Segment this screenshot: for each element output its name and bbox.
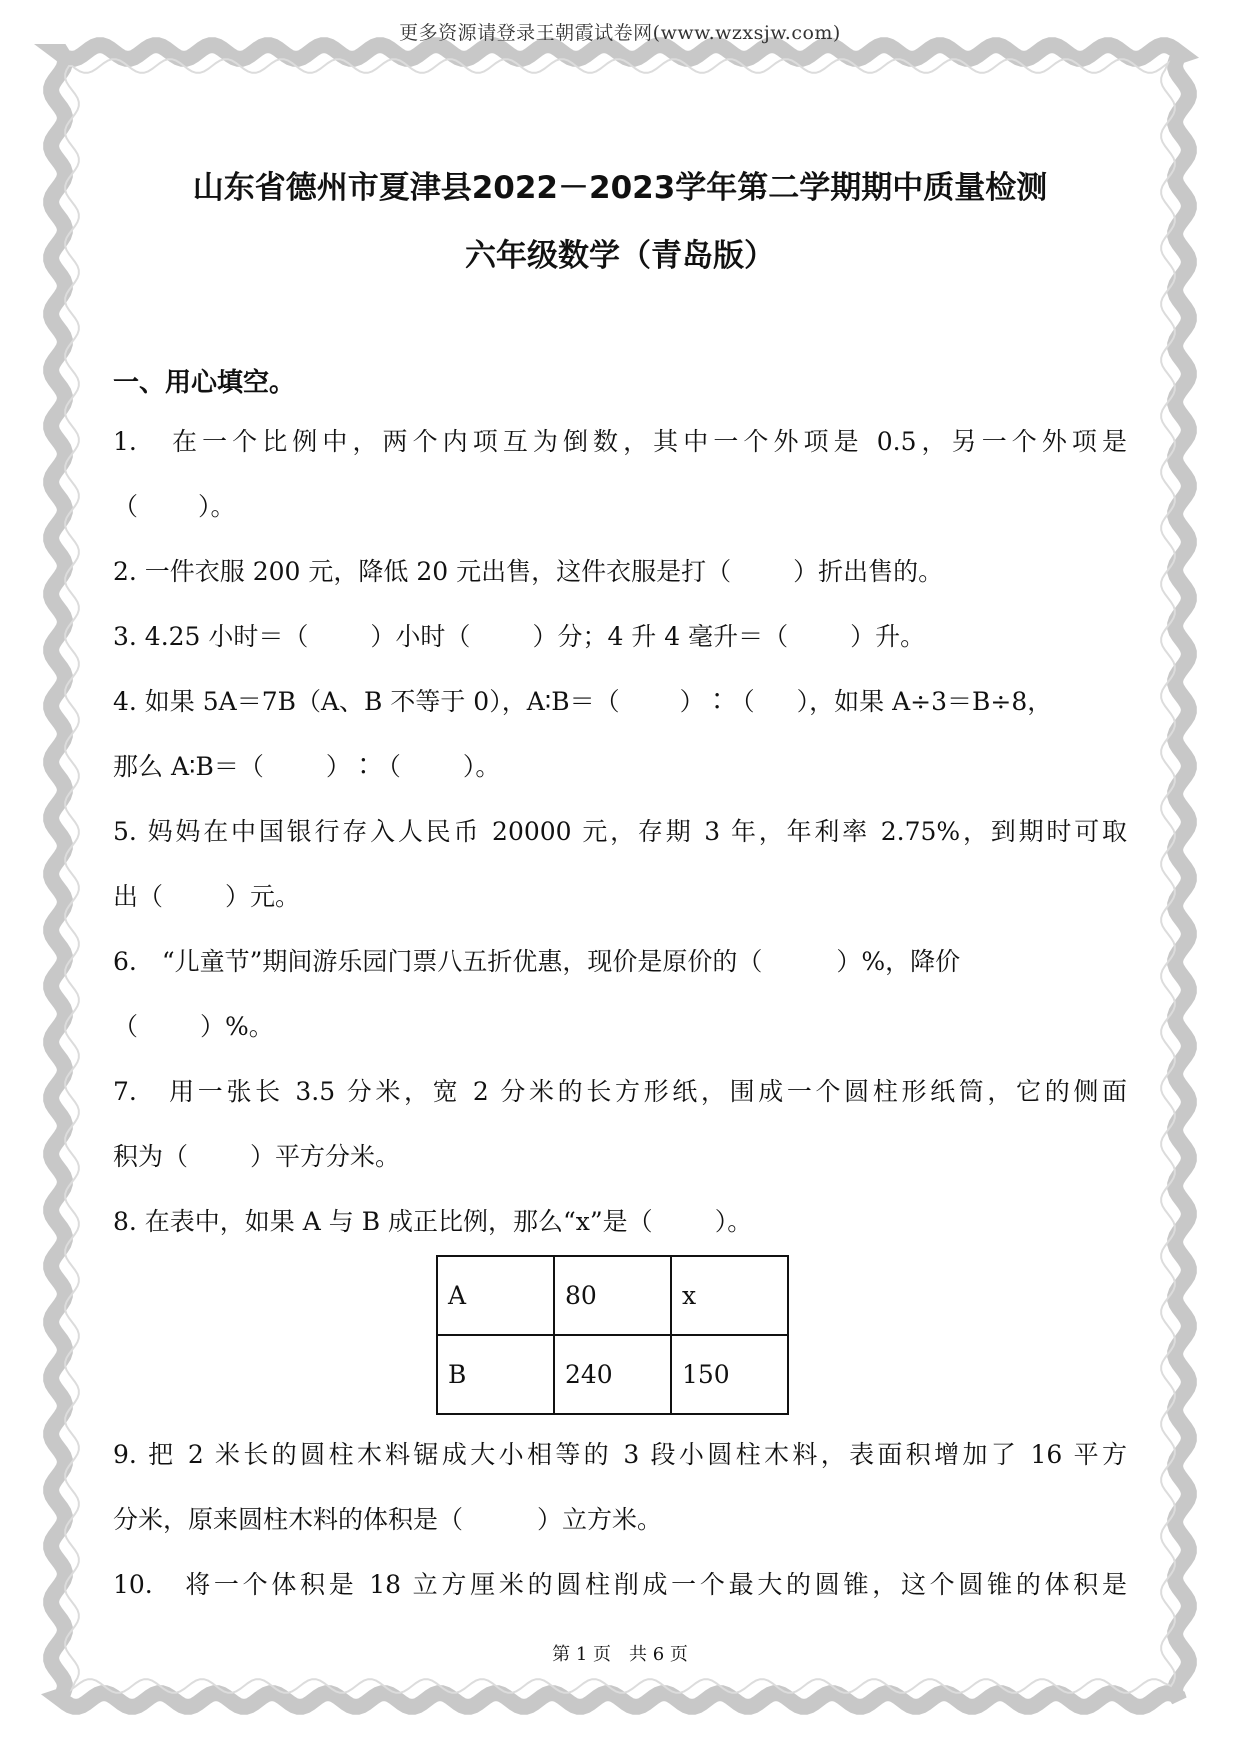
question-6-text-a: 6. “儿童节”期间游乐园门票八五折优惠，现价是原价的（ bbox=[113, 947, 763, 976]
question-3-text-c: ）分；4 升 4 毫升＝（ bbox=[532, 622, 789, 651]
question-3-text-a: 3. 4.25 小时＝（ bbox=[113, 622, 309, 651]
question-5-line-1: 5. 妈妈在中国银行存入人民币 20000 元，存期 3 年，年利率 2.75%，到期时可取 bbox=[113, 817, 1127, 846]
question-7-text-a: 积为（ bbox=[113, 1142, 189, 1171]
question-8 bbox=[113, 1205, 1127, 1239]
table-row bbox=[437, 1256, 788, 1335]
page-footer: 第 1 页 共 6 页 bbox=[552, 1644, 688, 1665]
question-9-text-b: ）立方米。 bbox=[537, 1505, 663, 1534]
question-7-text-b: ）平方分米。 bbox=[250, 1142, 401, 1171]
question-5-line-2 bbox=[113, 880, 1127, 914]
question-4-text-d: 那么 A∶B＝（ bbox=[113, 752, 264, 781]
question-7-line-2 bbox=[113, 1140, 1127, 1174]
question-4-text-c: ），如果 A÷3＝B÷8， bbox=[796, 687, 1053, 716]
question-6-line-2 bbox=[113, 1010, 1127, 1044]
table-cell: A bbox=[437, 1256, 554, 1335]
question-6-line-1 bbox=[113, 945, 1127, 979]
header-note: 更多资源请登录王朝霞试卷网(www.wzxsjw.com) bbox=[399, 22, 841, 44]
question-1-line-2 bbox=[113, 490, 1127, 524]
question-3-text-b: ）小时（ bbox=[370, 622, 471, 651]
question-9-text-a: 分米，原来圆柱木料的体积是（ bbox=[113, 1505, 464, 1534]
question-7-line-1: 7. 用一张长 3.5 分米，宽 2 分米的长方形纸，围成一个圆柱形纸筒，它的侧面 bbox=[113, 1077, 1127, 1106]
page-title: 山东省德州市夏津县2022－2023学年第二学期期中质量检测 bbox=[192, 170, 1048, 206]
page-subtitle: 六年级数学（青岛版） bbox=[465, 238, 775, 274]
table-cell: 80 bbox=[554, 1256, 671, 1335]
question-4-line-2 bbox=[113, 750, 1127, 784]
question-2-text-b: ）折出售的。 bbox=[793, 557, 944, 586]
table-cell: 240 bbox=[554, 1335, 671, 1414]
question-6-text-d: ）%。 bbox=[200, 1012, 274, 1041]
question-5-text-a: 出（ bbox=[113, 882, 164, 911]
question-2-text-a: 2. 一件衣服 200 元，降低 20 元出售，这件衣服是打（ bbox=[113, 557, 732, 586]
question-4-text-f: ）。 bbox=[462, 752, 501, 781]
table-cell: 150 bbox=[671, 1335, 788, 1414]
question-6-text-b: ）%，降价 bbox=[836, 947, 961, 976]
question-1-line-1: 1. 在一个比例中，两个内项互为倒数，其中一个外项是 0.5，另一个外项是 bbox=[113, 427, 1127, 456]
question-4-line-1 bbox=[113, 685, 1127, 719]
question-4-text-e: ）∶（ bbox=[325, 752, 401, 781]
question-8-text-a: 8. 在表中，如果 A 与 B 成正比例，那么“x”是（ bbox=[113, 1207, 653, 1236]
question-9-line-2 bbox=[113, 1503, 1127, 1537]
proportion-table bbox=[436, 1255, 789, 1415]
question-3-text-d: ）升。 bbox=[850, 622, 926, 651]
question-5-text-b: ）元。 bbox=[225, 882, 301, 911]
question-3 bbox=[113, 620, 1127, 654]
question-2 bbox=[113, 555, 1127, 589]
question-1-blank-close: ）。 bbox=[198, 492, 236, 521]
question-6-text-c: （ bbox=[113, 1012, 139, 1041]
question-1-blank-open: （ bbox=[113, 492, 139, 521]
question-9-line-1: 9. 把 2 米长的圆柱木料锯成大小相等的 3 段小圆柱木料，表面积增加了 16 平方 bbox=[113, 1440, 1127, 1469]
question-8-text-b: ）。 bbox=[714, 1207, 753, 1236]
question-10-line-1: 10. 将一个体积是 18 立方厘米的圆柱削成一个最大的圆锥，这个圆锥的体积是 bbox=[113, 1570, 1127, 1599]
section-heading-fill-blank: 一、用心填空。 bbox=[113, 368, 296, 398]
table-row bbox=[437, 1335, 788, 1414]
table-cell: x bbox=[671, 1256, 788, 1335]
question-4-text-b: ）∶（ bbox=[679, 687, 755, 716]
table-cell: B bbox=[437, 1335, 554, 1414]
question-4-text-a: 4. 如果 5A＝7B（A、B 不等于 0），A∶B＝（ bbox=[113, 687, 620, 716]
